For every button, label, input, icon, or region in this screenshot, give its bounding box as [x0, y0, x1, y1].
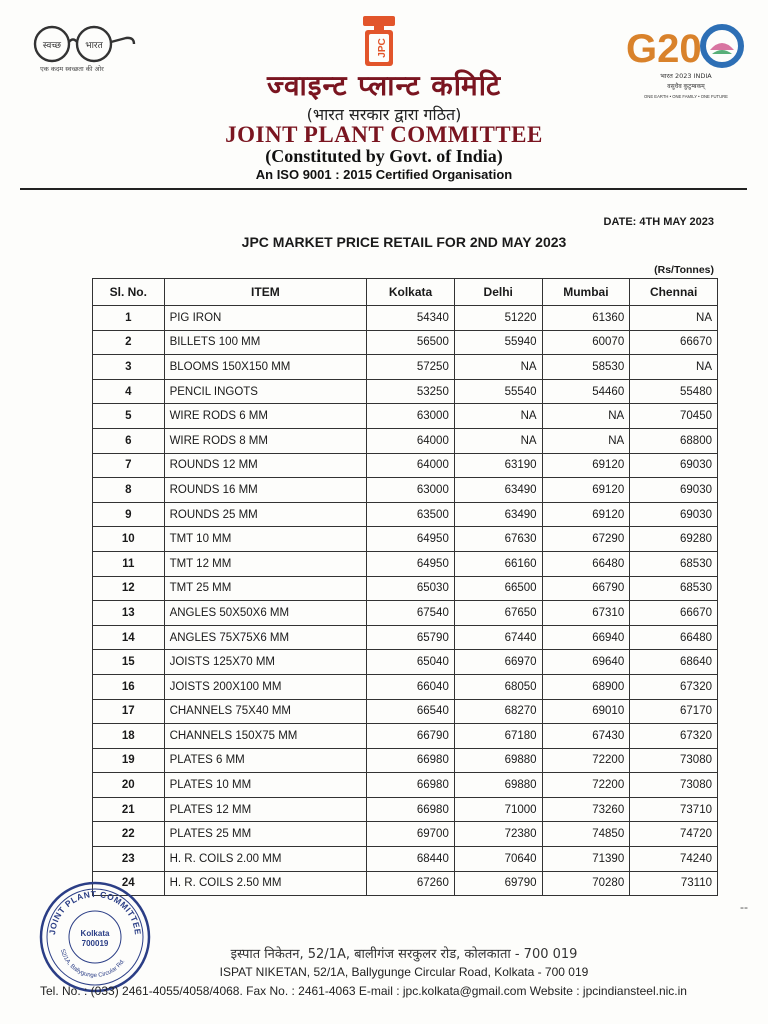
row-chennai: 68530	[630, 551, 718, 576]
table-row	[93, 650, 718, 675]
row-sl-no: 22	[93, 822, 165, 847]
swachh-tagline: एक कदम स्वच्छता की ओर	[40, 65, 104, 73]
table-row	[93, 847, 718, 872]
row-sl-no: 19	[93, 748, 165, 773]
row-sl-no: 18	[93, 724, 165, 749]
row-delhi: 71000	[454, 797, 542, 822]
table-row	[93, 478, 718, 503]
g20-hindi: भारत 2023 INDIA	[660, 72, 712, 80]
header-mumbai: Mumbai	[542, 279, 630, 306]
row-chennai: 55480	[630, 379, 718, 404]
table-row	[93, 797, 718, 822]
header-chennai: Chennai	[630, 279, 718, 306]
row-mumbai: 71390	[542, 847, 630, 872]
row-mumbai: 73260	[542, 797, 630, 822]
row-chennai: 73080	[630, 773, 718, 798]
g20-motto-hindi: वसुधैव कुटुम्बकम्	[667, 83, 705, 90]
table-row	[93, 724, 718, 749]
row-mumbai: 67430	[542, 724, 630, 749]
row-sl-no: 12	[93, 576, 165, 601]
row-mumbai: 66480	[542, 551, 630, 576]
table-row	[93, 871, 718, 896]
row-item: TMT 10 MM	[164, 527, 367, 552]
row-delhi: 70640	[454, 847, 542, 872]
row-mumbai: 60070	[542, 330, 630, 355]
row-chennai: 69030	[630, 453, 718, 478]
row-chennai: 68530	[630, 576, 718, 601]
row-item: TMT 25 MM	[164, 576, 367, 601]
row-sl-no: 6	[93, 428, 165, 453]
row-delhi: 68270	[454, 699, 542, 724]
row-sl-no: 3	[93, 355, 165, 380]
table-row	[93, 822, 718, 847]
row-chennai: 73110	[630, 871, 718, 896]
row-delhi: 69880	[454, 748, 542, 773]
row-delhi: NA	[454, 404, 542, 429]
row-item: H. R. COILS 2.50 MM	[164, 871, 367, 896]
row-kolkata: 64950	[367, 551, 455, 576]
row-item: PLATES 6 MM	[164, 748, 367, 773]
table-row	[93, 601, 718, 626]
document-date: DATE: 4TH MAY 2023	[603, 216, 714, 228]
org-name: JOINT PLANT COMMITTEE	[225, 122, 543, 147]
row-delhi: 66970	[454, 650, 542, 675]
table-row	[93, 379, 718, 404]
row-kolkata: 64950	[367, 527, 455, 552]
row-mumbai: 72200	[542, 773, 630, 798]
swachh-word: स्वच्छ	[42, 41, 62, 51]
row-delhi: 67180	[454, 724, 542, 749]
table-row	[93, 773, 718, 798]
row-mumbai: 69120	[542, 453, 630, 478]
jpc-logo-text: JPC	[377, 38, 388, 58]
row-sl-no: 7	[93, 453, 165, 478]
row-mumbai: NA	[542, 428, 630, 453]
bharat-word: भारत	[85, 41, 103, 51]
table-row	[93, 674, 718, 699]
row-item: ROUNDS 12 MM	[164, 453, 367, 478]
row-item: WIRE RODS 6 MM	[164, 404, 367, 429]
price-table	[92, 278, 718, 896]
seal-ring-text: JOINT PLANT COMMITTEE	[47, 888, 144, 936]
row-item: PLATES 25 MM	[164, 822, 367, 847]
row-sl-no: 23	[93, 847, 165, 872]
row-kolkata: 54340	[367, 306, 455, 331]
row-delhi: 67650	[454, 601, 542, 626]
footer-address-hindi: इस्पात निकेतन, 52/1A, बालीगंज सरकुलर रोड, कोलकाता - 700 019	[230, 947, 578, 962]
row-chennai: 73080	[630, 748, 718, 773]
table-row	[93, 625, 718, 650]
row-delhi: NA	[454, 428, 542, 453]
pen-mark: ‑‑	[740, 900, 748, 914]
row-mumbai: 69640	[542, 650, 630, 675]
table-row	[93, 306, 718, 331]
table-row	[93, 502, 718, 527]
jpc-logo	[360, 14, 398, 70]
row-chennai: NA	[630, 355, 718, 380]
row-kolkata: 65040	[367, 650, 455, 675]
row-mumbai: NA	[542, 404, 630, 429]
row-kolkata: 66980	[367, 797, 455, 822]
g20-motto: ONE EARTH • ONE FAMILY • ONE FUTURE	[644, 94, 728, 99]
row-kolkata: 65790	[367, 625, 455, 650]
row-item: PIG IRON	[164, 306, 367, 331]
row-chennai: 68640	[630, 650, 718, 675]
row-sl-no: 17	[93, 699, 165, 724]
header-sl-no: Sl. No.	[93, 279, 165, 306]
row-item: PLATES 12 MM	[164, 797, 367, 822]
row-delhi: 51220	[454, 306, 542, 331]
row-mumbai: 61360	[542, 306, 630, 331]
row-sl-no: 16	[93, 674, 165, 699]
row-chennai: NA	[630, 306, 718, 331]
constituted-hindi: (भारत सरकार द्वारा गठित)	[306, 105, 462, 124]
row-sl-no: 5	[93, 404, 165, 429]
table-row	[93, 330, 718, 355]
table-row	[93, 551, 718, 576]
iso-certification: An ISO 9001 : 2015 Certified Organisation	[255, 167, 513, 182]
header-divider	[20, 188, 747, 190]
row-item: ANGLES 75X75X6 MM	[164, 625, 367, 650]
row-kolkata: 65030	[367, 576, 455, 601]
table-row	[93, 576, 718, 601]
row-chennai: 66670	[630, 601, 718, 626]
row-chennai: 67170	[630, 699, 718, 724]
row-delhi: 63490	[454, 478, 542, 503]
header-delhi: Delhi	[454, 279, 542, 306]
row-mumbai: 68900	[542, 674, 630, 699]
row-chennai: 68800	[630, 428, 718, 453]
row-item: BILLETS 100 MM	[164, 330, 367, 355]
row-kolkata: 64000	[367, 453, 455, 478]
row-chennai: 73710	[630, 797, 718, 822]
table-header-row	[93, 279, 718, 306]
row-sl-no: 1	[93, 306, 165, 331]
row-sl-no: 2	[93, 330, 165, 355]
row-item: H. R. COILS 2.00 MM	[164, 847, 367, 872]
row-chennai: 67320	[630, 724, 718, 749]
row-kolkata: 66980	[367, 773, 455, 798]
row-sl-no: 13	[93, 601, 165, 626]
row-sl-no: 10	[93, 527, 165, 552]
header-kolkata: Kolkata	[367, 279, 455, 306]
row-sl-no: 8	[93, 478, 165, 503]
row-delhi: 69880	[454, 773, 542, 798]
table-row	[93, 453, 718, 478]
row-delhi: 67440	[454, 625, 542, 650]
row-delhi: 66160	[454, 551, 542, 576]
row-kolkata: 63000	[367, 404, 455, 429]
table-row	[93, 355, 718, 380]
row-sl-no: 24	[93, 871, 165, 896]
row-item: BLOOMS 150X150 MM	[164, 355, 367, 380]
row-mumbai: 54460	[542, 379, 630, 404]
row-sl-no: 20	[93, 773, 165, 798]
row-chennai: 66670	[630, 330, 718, 355]
row-item: ROUNDS 16 MM	[164, 478, 367, 503]
table-row	[93, 699, 718, 724]
table-row	[93, 428, 718, 453]
row-item: WIRE RODS 8 MM	[164, 428, 367, 453]
row-delhi: NA	[454, 355, 542, 380]
row-delhi: 63190	[454, 453, 542, 478]
row-sl-no: 11	[93, 551, 165, 576]
row-mumbai: 69120	[542, 478, 630, 503]
row-chennai: 70450	[630, 404, 718, 429]
row-kolkata: 67260	[367, 871, 455, 896]
row-mumbai: 69010	[542, 699, 630, 724]
table-row	[93, 527, 718, 552]
footer-address: ISPAT NIKETAN, 52/1A, Ballygunge Circular Road, Kolkata - 700 019	[219, 965, 589, 979]
header-item: ITEM	[164, 279, 367, 306]
row-item: JOISTS 125X70 MM	[164, 650, 367, 675]
row-chennai: 69280	[630, 527, 718, 552]
row-mumbai: 66940	[542, 625, 630, 650]
row-mumbai: 70280	[542, 871, 630, 896]
row-kolkata: 63500	[367, 502, 455, 527]
row-chennai: 69030	[630, 502, 718, 527]
org-name-hindi: ज्वाइन्ट प्लान्ट कमिटि	[266, 69, 502, 102]
table-row	[93, 748, 718, 773]
row-delhi: 68050	[454, 674, 542, 699]
row-kolkata: 66540	[367, 699, 455, 724]
row-item: PENCIL INGOTS	[164, 379, 367, 404]
g20-text: G20	[626, 27, 702, 71]
row-kolkata: 66040	[367, 674, 455, 699]
row-mumbai: 74850	[542, 822, 630, 847]
row-mumbai: 66790	[542, 576, 630, 601]
row-item: ANGLES 50X50X6 MM	[164, 601, 367, 626]
row-delhi: 63490	[454, 502, 542, 527]
footer-contact: Tel. No. : (033) 2461-4055/4058/4068. Fax No. : 2461-4063 E-mail : jpc.kolkata@gmail.com Website : jpcindiansteel.nic.in	[40, 984, 687, 998]
row-kolkata: 69700	[367, 822, 455, 847]
seal-pin: 700019	[81, 939, 109, 948]
row-sl-no: 15	[93, 650, 165, 675]
row-chennai: 74720	[630, 822, 718, 847]
row-mumbai: 67310	[542, 601, 630, 626]
row-sl-no: 4	[93, 379, 165, 404]
row-delhi: 55940	[454, 330, 542, 355]
row-sl-no: 9	[93, 502, 165, 527]
row-delhi: 67630	[454, 527, 542, 552]
row-delhi: 55540	[454, 379, 542, 404]
row-delhi: 66500	[454, 576, 542, 601]
row-item: PLATES 10 MM	[164, 773, 367, 798]
row-kolkata: 67540	[367, 601, 455, 626]
row-item: ROUNDS 25 MM	[164, 502, 367, 527]
row-chennai: 69030	[630, 478, 718, 503]
row-kolkata: 56500	[367, 330, 455, 355]
row-mumbai: 72200	[542, 748, 630, 773]
constituted-line: (Constituted by Govt. of India)	[265, 146, 503, 166]
row-kolkata: 68440	[367, 847, 455, 872]
row-chennai: 74240	[630, 847, 718, 872]
row-kolkata: 57250	[367, 355, 455, 380]
row-sl-no: 21	[93, 797, 165, 822]
row-item: CHANNELS 150X75 MM	[164, 724, 367, 749]
row-kolkata: 63000	[367, 478, 455, 503]
row-kolkata: 66980	[367, 748, 455, 773]
row-mumbai: 67290	[542, 527, 630, 552]
row-mumbai: 58530	[542, 355, 630, 380]
seal-city: Kolkata	[80, 929, 110, 938]
row-item: CHANNELS 75X40 MM	[164, 699, 367, 724]
row-delhi: 69790	[454, 871, 542, 896]
row-sl-no: 14	[93, 625, 165, 650]
row-item: JOISTS 200X100 MM	[164, 674, 367, 699]
row-chennai: 67320	[630, 674, 718, 699]
row-item: TMT 12 MM	[164, 551, 367, 576]
table-row	[93, 404, 718, 429]
price-unit: (Rs/Tonnes)	[654, 264, 714, 276]
seal-bottom-text: 52/1A, Ballygunge Circular Rd.	[58, 948, 127, 980]
row-kolkata: 53250	[367, 379, 455, 404]
row-kolkata: 64000	[367, 428, 455, 453]
document-title: JPC MARKET PRICE RETAIL FOR 2ND MAY 2023	[241, 234, 567, 250]
row-chennai: 66480	[630, 625, 718, 650]
row-mumbai: 69120	[542, 502, 630, 527]
row-kolkata: 66790	[367, 724, 455, 749]
row-delhi: 72380	[454, 822, 542, 847]
